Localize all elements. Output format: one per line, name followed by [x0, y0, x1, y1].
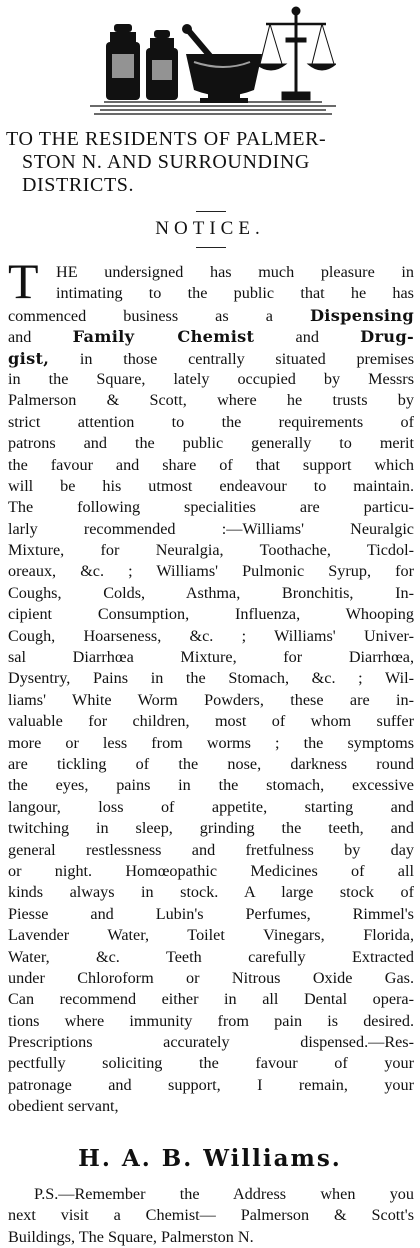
body-line — [8, 583, 414, 604]
notice-title: NOTICE. — [155, 218, 265, 239]
body-line — [8, 305, 414, 326]
body-line — [8, 1096, 414, 1117]
body-line — [8, 433, 414, 454]
body-line — [8, 626, 414, 647]
text-segment: langour, loss of appetite, starting and — [8, 797, 414, 816]
text-segment: and — [8, 328, 73, 347]
text-segment: pectfully soliciting the favour of your — [8, 1054, 414, 1073]
body-line — [8, 604, 414, 625]
text-segment: Can recommend either in all Dental opera- — [8, 990, 414, 1009]
text-segment: the eyes, pains in the stomach, excessive — [8, 776, 414, 795]
bold-text: Drug- — [360, 327, 414, 347]
text-segment: the favour and share of that support which — [8, 455, 414, 474]
heading-line: DISTRICTS. — [22, 174, 135, 196]
body-line — [8, 925, 414, 946]
text-segment: twitching in sleep, grinding the teeth, and — [8, 819, 414, 838]
text-segment: larly recommended :—Williams' Neuralgic — [8, 519, 414, 538]
heading — [6, 128, 416, 197]
balance-scales-icon — [256, 7, 336, 100]
text-segment: under Chloroform or Nitrous Oxide Gas. — [8, 968, 414, 987]
text-segment: general restlessness and fretfulness by day — [8, 840, 414, 859]
body-line — [8, 882, 414, 903]
postscript — [8, 1184, 414, 1248]
body-line — [8, 797, 414, 818]
body-line — [8, 690, 414, 711]
body-line — [8, 390, 414, 411]
text-segment: Water, &c. Teeth carefully Extracted — [8, 947, 414, 966]
body-line — [8, 519, 414, 540]
body-line — [8, 262, 414, 283]
body-text — [8, 262, 414, 1118]
body-line — [8, 840, 414, 861]
body-line — [8, 412, 414, 433]
text-segment: patrons and the public generally to merit — [8, 434, 414, 453]
text-segment: Coughs, Colds, Asthma, Bronchitis, In- — [8, 583, 414, 602]
bold-text: Dispensing — [309, 305, 414, 325]
body-line — [8, 561, 414, 582]
text-segment: Piesse and Lubin's Perfumes, Rimmel's — [8, 904, 414, 923]
divider — [196, 247, 226, 248]
text-segment: will be his utmost endeavour to maintain. — [8, 476, 414, 495]
signature: H. A. B. Williams. — [78, 1145, 342, 1172]
body-line — [8, 540, 414, 561]
text-segment: oreaux, &c. ; Williams' Pulmonic Syrup, for — [8, 562, 414, 581]
text-segment: HE undersigned has much pleasure in — [56, 263, 414, 281]
text-segment: cipient Consumption, Influenza, Whooping — [8, 605, 414, 624]
body-line — [8, 1053, 414, 1074]
body-line — [8, 283, 414, 304]
body-line — [8, 775, 414, 796]
heading-line: STON N. AND SURROUNDING — [22, 151, 310, 173]
text-segment: in the Square, lately occupied by Messrs — [8, 369, 414, 388]
body-line — [8, 455, 414, 476]
text-segment: liams' White Worm Powders, these are in- — [8, 690, 414, 709]
text-segment: Lavender Water, Toilet Vinegars, Florida, — [8, 926, 414, 945]
text-segment: in those centrally situated premises — [49, 349, 414, 368]
postscript-line: P.S.—Remember the Address when you — [34, 1185, 414, 1203]
heading-line: TO THE RESIDENTS OF PALMER- — [6, 128, 327, 150]
body-line — [8, 904, 414, 925]
body-line — [8, 1032, 414, 1053]
text-segment: patronage and support, I remain, your — [8, 1075, 414, 1094]
text-segment: strict attention to the requirements of — [8, 412, 414, 431]
body-line — [8, 1075, 414, 1096]
body-line — [8, 326, 414, 347]
mortar-and-pestle-icon — [182, 24, 262, 103]
text-segment: Palmerson & Scott, where he trusts by — [8, 391, 414, 410]
text-segment: sal Diarrhœa Mixture, for Diarrhœa, — [8, 648, 414, 667]
body-line — [8, 968, 414, 989]
body-line — [8, 861, 414, 882]
text-segment: Dysentry, Pains in the Stomach, &c. ; Wil- — [8, 669, 414, 688]
text-segment: and — [254, 328, 361, 347]
body-line — [8, 497, 414, 518]
postscript-line: next visit a Chemist— Palmerson & Scott's — [8, 1206, 414, 1225]
apothecary-jar-icon — [106, 24, 140, 100]
text-segment: Mixture, for Neuralgia, Toothache, Ticdol- — [8, 541, 414, 560]
text-segment: are tickling of the nose, darkness round — [8, 754, 414, 773]
text-segment: more or less from worms ; the symptoms — [8, 733, 414, 752]
body-line — [8, 711, 414, 732]
bold-text: Family Chemist — [72, 327, 255, 347]
apothecary-jar-icon — [146, 30, 178, 100]
body-line — [8, 668, 414, 689]
text-segment: commenced business as a — [8, 306, 310, 325]
body-line — [8, 733, 414, 754]
body-line — [8, 754, 414, 775]
bold-text: gist, — [8, 348, 50, 368]
text-segment: Prescriptions accurately dispensed.—Res- — [8, 1033, 414, 1052]
text-segment: The following specialities are particu- — [8, 498, 414, 517]
pharmacy-illustration — [90, 2, 336, 118]
body-line — [8, 476, 414, 497]
drop-cap: T — [8, 253, 39, 309]
text-segment: intimating to the public that he has — [56, 284, 414, 303]
postscript-line: Buildings, The Square, Palmerston N. — [8, 1227, 254, 1246]
text-segment: kinds always in stock. A large stock of — [8, 883, 414, 902]
body-line — [8, 647, 414, 668]
text-segment: or night. Homœopathic Medicines of all — [8, 861, 414, 880]
body-line — [8, 369, 414, 390]
body-line — [8, 989, 414, 1010]
text-segment: tions where immunity from pain is desired. — [8, 1011, 414, 1030]
divider — [196, 211, 226, 212]
text-segment: valuable for children, most of whom suffer — [8, 712, 414, 731]
text-segment: Cough, Hoarseness, &c. ; Williams' Univer- — [8, 626, 414, 645]
body-line — [8, 947, 414, 968]
body-line — [8, 348, 414, 369]
text-segment: obedient servant, — [8, 1097, 119, 1116]
body-line — [8, 818, 414, 839]
body-line — [8, 1011, 414, 1032]
